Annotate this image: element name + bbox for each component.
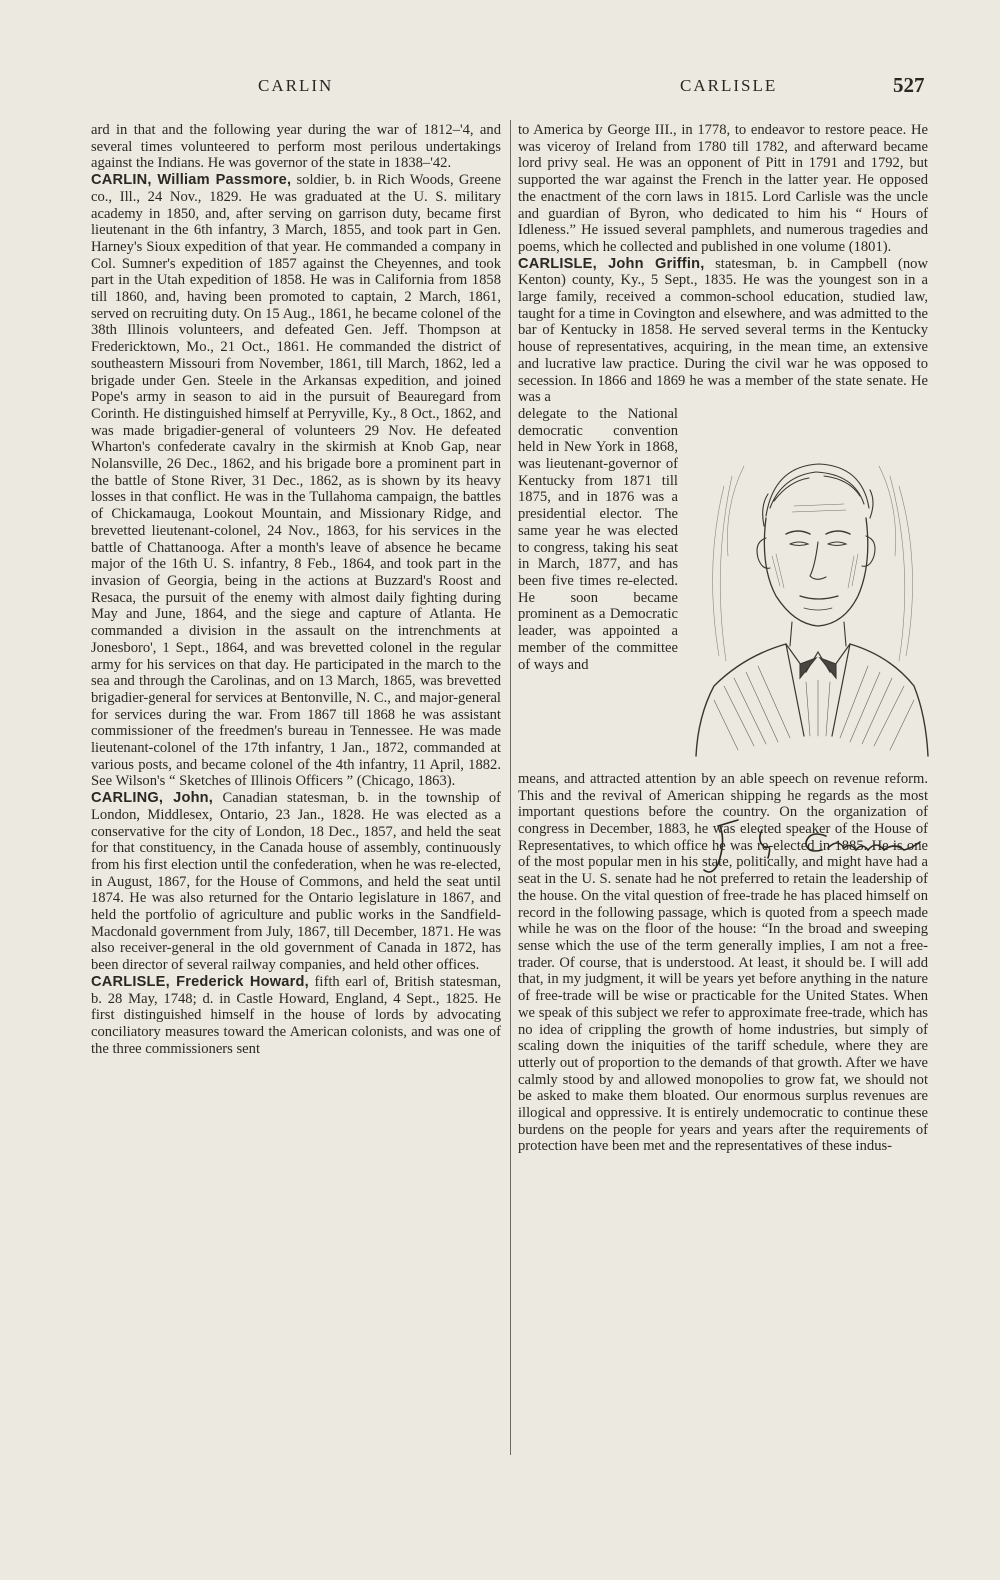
right-column — [518, 122, 928, 1155]
running-head-right: CARLISLE — [680, 76, 778, 95]
entry-text: statesman, b. in Campbell (now Kenton) county, Ky., 5 Sept., 1835. He was the youngest son in a large family, received a common-school education, studied law, taught for a time in Covington and elsewhere, and was admitted to the bar of Kentucky in 1858. He served several terms in the Kentucky house of representatives, acquiring, in the mean time, an extensive and lucrative law practice. During the civil war he was opposed to secession. In 1866 and 1869 he was a member of the state senate. He was a — [518, 255, 928, 406]
left-column — [91, 122, 501, 1057]
continuation-text: to America by George III., in 1778, to endeavor to restore peace. He was viceroy of Ireland from 1780 till 1782, and afterward became lord privy seal. He was an opponent of Pitt in 1791 and 1792, but supported the war against the French in the latter year. He opposed the enactment of the corn laws in 1815. Lord Carlisle was the uncle and guardian of Byron, who dedicated to him his “ Hours of Idleness.” He issued several pamphlets, and numerous tragedies and poems, which he collected and published in one volume (1801). — [518, 122, 928, 255]
entry-text: fifth earl of, British statesman, b. 28 May, 1748; d. in Castle Howard, England, 4 Sept., 1825. He first distinguished himself in the house of lords by advocating conciliatory measures toward the American colonists, and was one of the three commissioners sent — [91, 973, 501, 1057]
entry-carling — [91, 790, 501, 974]
entry-text: Canadian statesman, b. in the township of London, Middlesex, Ontario, 23 Jan., 1828. He was elected as a conservative for the city of London, 18 Dec., 1857, and held the seat for that constituency, in the Canada house of assembly, continuously from his first election until the confederation, when he was re-elected, in August, 1867, for the House of Commons, and held the seat until 1874. He was also returned for the Ontario legislature in 1867, and held the portfolio of agriculture and public works in the Sandfield-Macdonald government from July, 1867, till December, 1871. He was also receiver-general in the old government of Canada in 1872, has been director of several railway companies, and held other offices. — [91, 790, 501, 974]
signature-mark — [698, 812, 928, 882]
entry-carlisle-john — [518, 256, 928, 406]
entry-carlisle-frederick — [91, 974, 501, 1058]
entry-text: soldier, b. in Rich Woods, Greene co., Ill., 24 Nov., 1829. He was graduated at the U. S. military academy in 1850, and, after serving on garrison duty, became first lieutenant in the 6th infantry, 3 March, 1855, and took part in Gen. Harney's Sioux expedition of that year. He commanded a company in Col. Sumner's expedition of 1857 against the Cheyennes, and took part in the Utah expedition of 1858. He was in California from 1858 till 1860, and, having been promoted to captain, 2 March, 1861, served on recruiting duty. On 15 Aug., 1861, he became colonel of the 38th Illinois volunteers, and defeated Gen. Jeff. Thompson at Fredericktown, Mo., 21 Oct., 1861. He commanded the district of southeastern Missouri from November, 1861, till March, 1862, led a brigade under Gen. Steele in the Arkansas expedition, and joined Pope's army in season to aid in the pursuit of Beauregard from Corinth. He distinguished himself at Perryville, Ky., 8 Oct., 1862, and was made brigadier-general of volunteers 29 Nov. He defeated Wharton's confederate cavalry in the skirmish at Knob Gap, near Nolansville, 26 Dec., 1862, and his brigade bore a prominent part in the battle of Stone River, 31 Dec., 1862, as is shown by its heavy losses in that conflict. He was in the Tullahoma campaign, the battles of Chickamauga, Lookout Mountain, and Missionary Ridge, and brevetted lieutenant-colonel, 24 Nov., 1863, for his services in the battle of Chattanooga. After a month's leave of absence he became major of the 16th U. S. infantry, 8 Feb., 1864, and took part in the invasion of Georgia, being in the actions at Buzzard's Roost and Resaca, the pursuit of the enemy with almost daily fighting during May and June, 1864, and the siege and capture of Atlanta. He commanded a division in the assault on the intrenchments at Jonesboro', 1 Sept., 1864, and was brevetted colonel in the regular army for his services on that day. He participated in the march to the sea and through the Carolinas, and on 13 March, 1865, was brevetted brigadier-general for services at Bentonville, N. C., and major-general for services during the war. From 1867 till 1868 he was assistant commissioner of the freedmen's bureau in Tennessee. He was made lieutenant-colonel of the 17th infantry, 1 Jan., 1872, commanded at various posts, and became colonel of the 4th infantry, 11 April, 1882. See Wilson's “ Sketches of Illinois Officers ” (Chicago, 1863). — [91, 172, 501, 790]
signature — [698, 812, 928, 882]
entry-name: CARLISLE, John Griffin, — [518, 255, 705, 272]
running-head-left: CARLIN — [258, 76, 334, 95]
continuation-text: ard in that and the following year during the war of 1812–'4, and several times volunteered to perform most perilous undertakings against the Indians. He was governor of the state in 1838–'42. — [91, 122, 501, 172]
page-number: 527 — [893, 73, 925, 97]
wrapped-text: delegate to the National democratic convention held in New York in 1868, was lieutenant-governor of Kentucky from 1871 till 1875, and in 1876 was a presidential elector. The same year he was elected to congress, taking his seat in March, 1877, and has been five times re-elected. He soon became prominent as a Democratic leader, was appointed a member of the committee of ways and — [518, 405, 678, 673]
column-divider — [510, 120, 511, 1455]
portrait-wrap — [518, 406, 928, 771]
entry-carlin — [91, 172, 501, 790]
entry-name: CARLISLE, Frederick Howard, — [91, 973, 309, 990]
continuation-after-portrait: means, and attracted attention by an able speech on revenue reform. This and the revival of American shipping he regards as the most important questions before the country. On the organization of congress in December, 1883, he was elected speaker of the House of Representatives, to which office he was re-elected in 1885. He is one of the most popular men in his state, politically, and might have had a seat in the U. S. senate had he not preferred to retain the leadership of the house. On the vital question of free-trade he has placed himself on record in the following passage, which is quoted from a speech made while he was on the floor of the house: “In the broad and sweeping sense which the use of the term generally implies, I am not a free-trader. Of course, that is understood. At least, it should be. I will add that, in my judgment, it will be years yet before anything in the nature of free-trade will be wise or practicable for the United States. When we speak of this subject we refer to approximate free-trade, which has no idea of crippling the growth of home industries, but simply of scaling down the iniquities of the tariff schedule, where they are utterly out of proportion to the demands of that growth. After we have calmly stood by and allowed monopolies to grow fat, we should not be asked to make them bloated. Our enormous surplus revenues are illogical and oppressive. It is entirely undemocratic to continue these burdens on the people for years and years after the requirements of protection have been met and the representatives of these indus- — [518, 770, 928, 1155]
portrait-engraving — [694, 446, 929, 766]
entry-name: CARLING, John, — [91, 790, 214, 807]
entry-name: CARLIN, William Passmore, — [91, 172, 292, 189]
running-head — [0, 73, 1000, 102]
